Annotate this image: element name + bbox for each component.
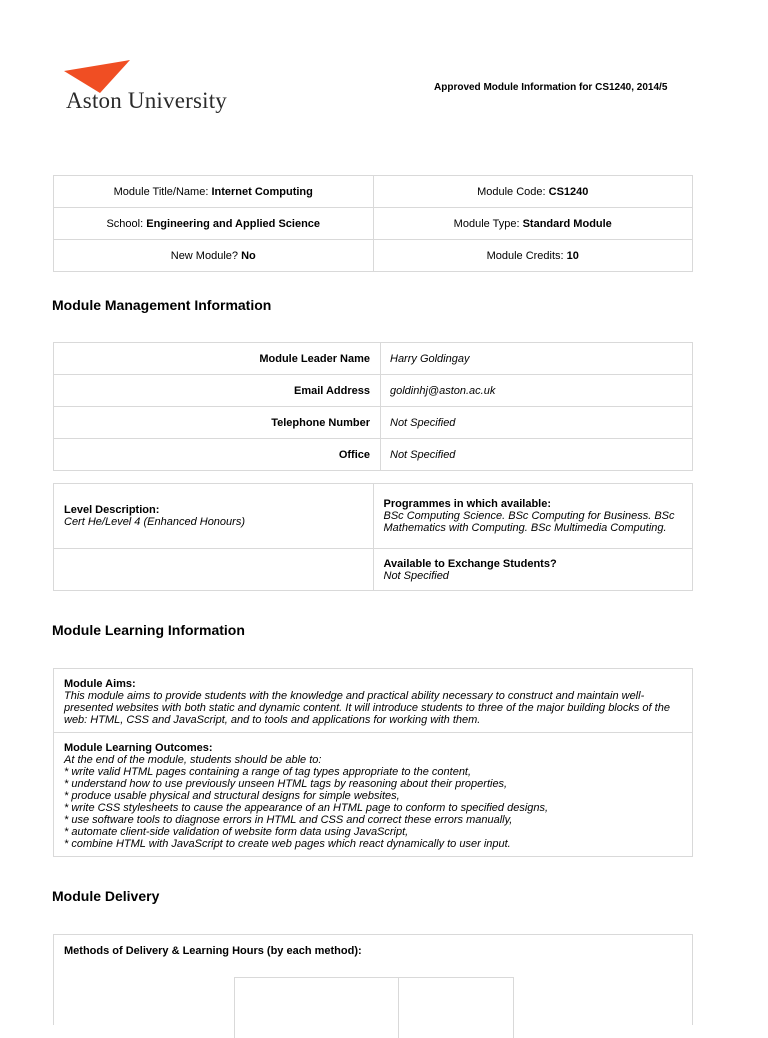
table-row xyxy=(54,343,693,375)
learning-table xyxy=(53,668,693,857)
aims-label: Module Aims: xyxy=(64,678,136,690)
email-label: Email Address xyxy=(54,375,381,407)
outcomes-label: Module Learning Outcomes: xyxy=(64,742,213,754)
new-module-cell xyxy=(54,240,374,272)
outcomes-cell xyxy=(54,733,693,857)
empty-cell xyxy=(54,549,374,591)
module-title-cell xyxy=(54,176,374,208)
list-item: * produce usable physical and structural designs for simple websites, xyxy=(64,790,400,802)
management-heading: Module Management Information xyxy=(52,297,272,313)
table-row xyxy=(54,439,693,471)
module-code-value: CS1240 xyxy=(548,185,589,198)
hours-table xyxy=(234,977,514,1038)
logo-text: Aston University xyxy=(66,88,227,113)
exchange-value: Not Specified xyxy=(383,569,449,582)
credits-cell xyxy=(373,240,693,272)
level-table xyxy=(53,483,693,591)
list-item: * write valid HTML pages containing a range of tag types appropriate to the content, xyxy=(64,766,472,778)
methods-label: Methods of Delivery & Learning Hours (by each method): xyxy=(64,945,362,957)
email-value: goldinhj@aston.ac.uk xyxy=(381,375,693,407)
list-item: * use software tools to diagnose errors in HTML and CSS and correct these errors manually, xyxy=(64,814,513,826)
outcomes-list xyxy=(64,766,682,850)
aims-text: This module aims to provide students with the knowledge and practical ability necessary to construct and maintain well-presented websites with both static and dynamic content. It will introduce students to three of the major building blocks of the web: HTML, CSS and JavaScript, and to tools and applications for working with them. xyxy=(64,690,670,726)
programmes-value: BSc Computing Science. BSc Computing for Business. BSc Mathematics with Computing. BSc Multimedia Computing. xyxy=(383,510,675,534)
learning-heading: Module Learning Information xyxy=(52,622,245,638)
aims-cell xyxy=(54,669,693,733)
office-value: Not Specified xyxy=(381,439,693,471)
list-item: * write CSS stylesheets to cause the appearance of an HTML page to conform to specified designs, xyxy=(64,802,549,814)
school-value: Engineering and Applied Science xyxy=(146,217,321,230)
credits-label: Module Credits: xyxy=(486,249,564,262)
leader-name-label: Module Leader Name xyxy=(54,343,381,375)
new-module-value: No xyxy=(241,249,256,262)
office-label: Office xyxy=(54,439,381,471)
module-title-value: Internet Computing xyxy=(211,185,313,198)
level-label: Level Description: xyxy=(64,504,160,516)
outcomes-intro: At the end of the module, students should be able to: xyxy=(64,754,322,766)
hours-table-divider xyxy=(398,978,399,1038)
document-title: Approved Module Information for CS1240, 2014/5 xyxy=(434,82,668,93)
new-module-label: New Module? xyxy=(170,249,239,262)
exchange-label: Available to Exchange Students? xyxy=(383,557,557,570)
school-label: School: xyxy=(106,217,144,230)
module-type-value: Standard Module xyxy=(522,217,612,230)
management-table xyxy=(53,342,693,471)
exchange-cell xyxy=(373,549,693,591)
school-cell xyxy=(54,208,374,240)
level-cell xyxy=(54,484,374,549)
level-value: Cert He/Level 4 (Enhanced Honours) xyxy=(64,516,245,528)
telephone-value: Not Specified xyxy=(381,407,693,439)
list-item: * understand how to use previously unseen HTML tags by reasoning about their properties, xyxy=(64,778,508,790)
module-type-cell xyxy=(373,208,693,240)
table-row xyxy=(54,375,693,407)
list-item: * automate client-side validation of website form data using JavaScript, xyxy=(64,826,409,838)
module-title-label: Module Title/Name: xyxy=(113,185,209,198)
programmes-cell xyxy=(373,484,693,549)
delivery-heading: Module Delivery xyxy=(52,888,160,904)
credits-value: 10 xyxy=(566,249,579,262)
telephone-label: Telephone Number xyxy=(54,407,381,439)
leader-name-value: Harry Goldingay xyxy=(381,343,693,375)
module-type-label: Module Type: xyxy=(453,217,520,230)
programmes-label: Programmes in which available: xyxy=(383,498,552,510)
module-code-cell xyxy=(373,176,693,208)
aston-logo xyxy=(64,58,244,118)
list-item: * combine HTML with JavaScript to create web pages which react dynamically to user input. xyxy=(64,838,511,850)
module-code-label: Module Code: xyxy=(477,185,546,198)
module-info-table xyxy=(53,175,693,272)
table-row xyxy=(54,407,693,439)
